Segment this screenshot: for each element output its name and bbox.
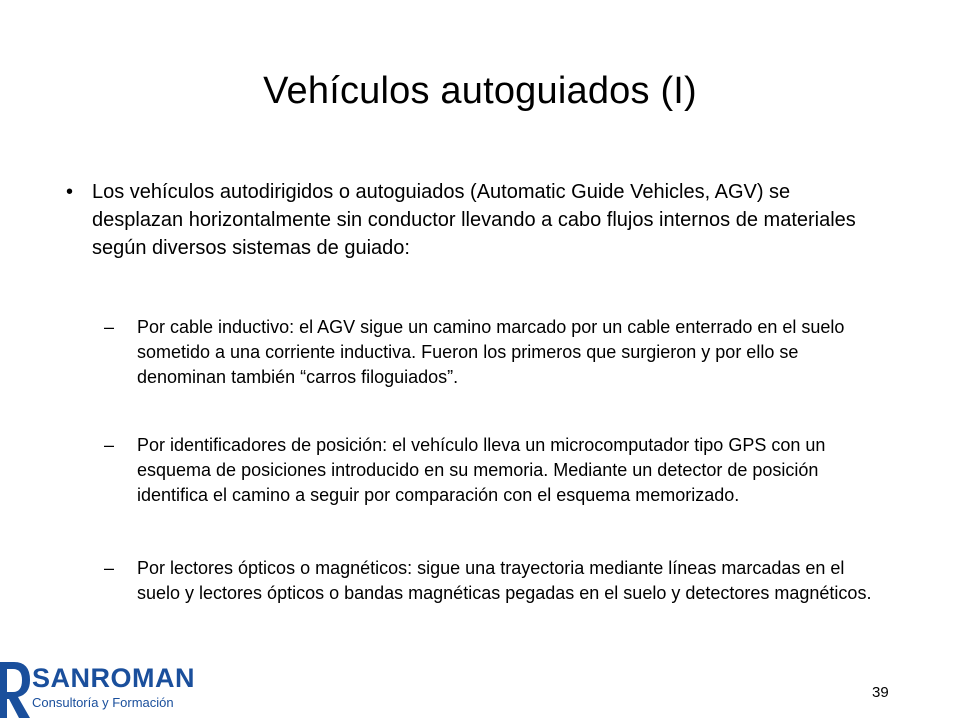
sub-item-text: Por lectores ópticos o magnéticos: sigue una trayectoria mediante líneas marcadas en el suelo y lectores ópticos o bandas magnéticas pegadas en el suelo y detectores magnéticos. xyxy=(137,558,872,603)
page-number: 39 xyxy=(872,684,889,701)
logo-r-icon xyxy=(0,662,30,718)
sub-item-marker: – xyxy=(104,435,115,455)
logo-name: SANROMAN xyxy=(32,663,195,693)
sub-item-marker: – xyxy=(104,317,115,337)
slide-title: Vehículos autoguiados (I) xyxy=(263,70,697,112)
sub-item-marker: – xyxy=(104,558,115,578)
bullet-marker: • xyxy=(66,181,74,203)
logo-tagline: Consultoría y Formación xyxy=(32,695,174,710)
sub-item-text: Por identificadores de posición: el vehículo lleva un microcomputador tipo GPS con un esquema de posiciones introducido en su memoria. Mediante un detector de posición identifica el camino a seguir por comparación con el esquema memorizado. xyxy=(137,435,826,505)
bullet-text: Los vehículos autodirigidos o autoguiados (Automatic Guide Vehicles, AGV) se desplazan horizontalmente sin conductor llevando a cabo flujos internos de materiales según diversos sistemas de guiado: xyxy=(92,181,856,259)
sub-item-text: Por cable inductivo: el AGV sigue un camino marcado por un cable enterrado en el suelo sometido a una corriente inductiva. Fueron los primeros que surgieron y por ello se denominan también “carros filoguiados”. xyxy=(137,317,845,387)
